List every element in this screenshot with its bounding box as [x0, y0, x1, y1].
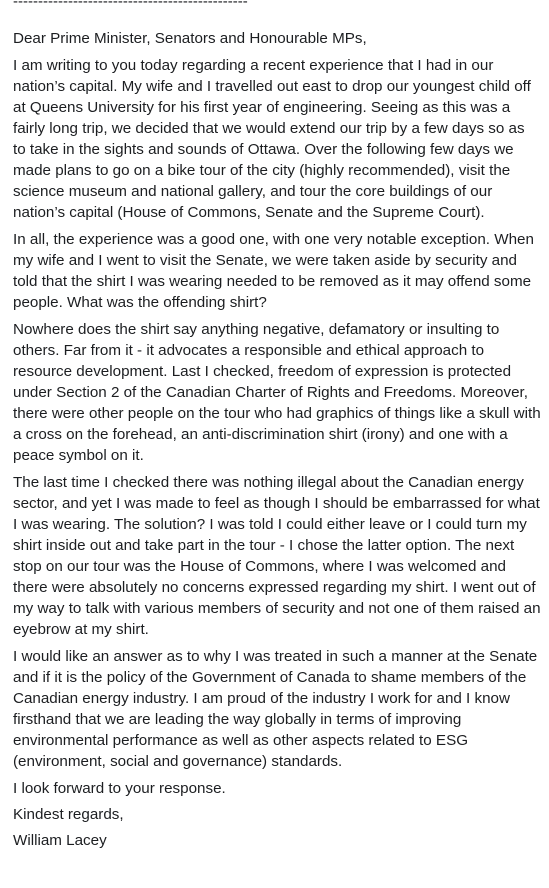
paragraph-request: I would like an answer as to why I was treated in such a manner at the Senate and if it is the policy of the Government of Canada to shame members of the Canadian energy industry. I am proud of the industry I work for and I know firsthand that we are leading the way globally in terms of improving environmental performance as well as other aspects related to ESG (environment, social and governance) standards. — [13, 648, 538, 770]
paragraph-house-of-commons: The last time I checked there was nothing illegal about the Canadian energy sector, and yet I was made to feel as though I should be embarrassed for what I was wearing. The solution? I was told I could either leave or I could turn my shirt inside out and take part in the tour - I chose the latter option. The next stop on our tour was the House of Commons, where I was welcomed and there were absolutely no concerns expressed regarding my shirt. I went out of my way to talk with various members of security and not one of them raised an eyebrow at my shirt. — [13, 474, 541, 638]
paragraph-senate-incident: In all, the experience was a good one, with one very notable exception. When my wife and I went to visit the Senate, we were taken aside by security and told that the shirt I was wearing needed to be removed as it may offend some people. What was the offending shirt? — [13, 231, 534, 311]
paragraph-intro: I am writing to you today regarding a recent experience that I had in our nation’s capital. My wife and I travelled out east to drop our youngest child off at Queens University for his first year of engineering. Seeing as this was a fairly long trip, we decided that we would extend our trip by a few days so as to take in the sights and sounds of Ottawa. Over the following few days we made plans to go on a bike tour of the city (highly recommended), visit the science museum and national gallery, and tour the core buildings of our nation’s capital (House of Commons, Senate and the Supreme Court). — [13, 57, 531, 221]
signoff: Kindest regards, — [13, 806, 124, 823]
dashed-divider: ----------------------------------------------- — [13, 0, 248, 10]
salutation: Dear Prime Minister, Senators and Honourable MPs, — [13, 30, 367, 47]
signature: William Lacey — [13, 832, 107, 849]
paragraph-freedom-of-expression: Nowhere does the shirt say anything negative, defamatory or insulting to others. Far from it - it advocates a responsible and ethical approach to resource development. Last I checked, freedom of expression is protected under Section 2 of the Canadian Charter of Rights and Freedoms. Moreover, there were other people on the tour who had graphics of things like a skull with a cross on the forehead, an anti-discrimination shirt (irony) and one with a peace symbol on it. — [13, 321, 541, 464]
closing-line: I look forward to your response. — [13, 780, 226, 797]
